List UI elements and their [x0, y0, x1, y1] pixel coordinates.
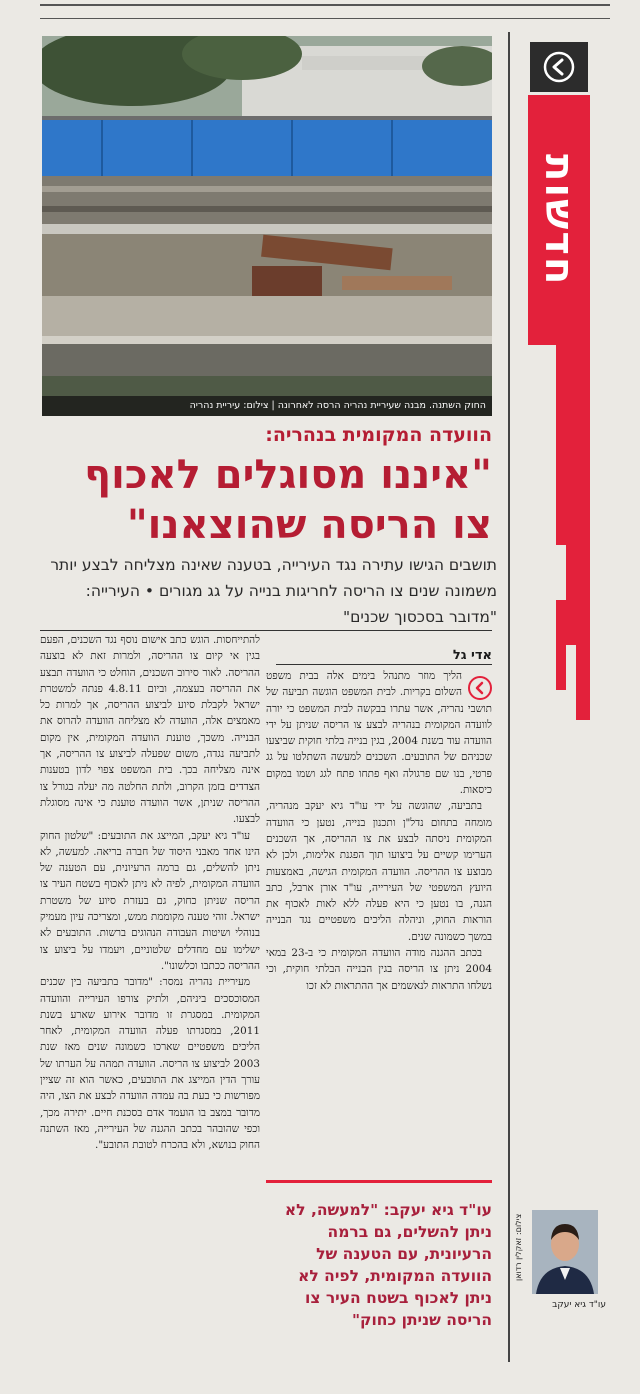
pull-quote-box [266, 1180, 492, 1370]
pull-quote-text: "למעשה, לא ניתן להשלים, גם ברמה הרעיונית, עם הטענה של הוועדה המקומית, לפיה לא ניתן לאכוף בשטח העיר צו הריסה שניתן כחוק" [284, 1201, 492, 1329]
tab-step-4 [576, 645, 590, 720]
arrow-left-circle-icon [542, 50, 576, 84]
paragraph: עו"ד גיא יעקב, המייצג את התובעים: "שלטון החוק הינו אחד מאבני היסוד של חברה בריאה. למעשה, לא ניתן להשלים, גם ברמה הרעיונית, עם הטענה של הוועדה המקומית, לפיה לא ניתן לאכוף בשטח העיר צו הריסה שניתן כחוק, גם בעזרת סיוע של משטרת ישראל. זוהי טענה מקוממת ממש, ומצריכה עיון מעמיק בנוהלי ושיטות העבודה הנהוגים ברשות. התובעים לא ישלימו עם מחדלים שלטוניים, ויעמדו על ביצוע צו ההריסה ככתבו וכלשונו". [40, 829, 260, 972]
tab-step-2 [566, 545, 590, 645]
paragraph: הליך מוזר מתנהל בימים אלה בבית משפט השלום בקריות. לבית המשפט הוגשה תביעה של תושבי נהריה, אשר עתרו בבקשה לבית המשפט כי יורה לוועדה המקומית בנהריה לבצע צו הריסה שניתן על ידי הוועדה עוד בשנת 2004, בגין בנייה בלתי חוקית שביצעו שכניהם של התובעים. השכנים למעשה השתלטו על גג פרטי, בנו שם פרגולה ואף פתחו פתח לגג ושמו במקום כיסאות. [266, 670, 492, 797]
top-rule-thin [40, 18, 610, 19]
tab-step-1 [556, 345, 590, 545]
tab-step-3 [556, 600, 566, 690]
portrait-caption: עו"ד גיא יעקב [552, 1300, 606, 1310]
article-column-right [266, 668, 492, 994]
author-portrait [532, 1210, 598, 1294]
demolished-structure-image [42, 36, 492, 416]
paragraph: להתייחסות. הוגש כתב אישום נוסף נגד השכנים, הפעם בגין אי קיום צו ההריסה, ולמרות זאת לא בוצעה ההריסה. לאור סירוב השכנים, הוחלט כי הוועדה תבצע את ההריסה בעצמה, וביום 4.8.11 פנתה למשטרת ישראל לקבלת סיוע לביצוע ההריסה, אך למרות כל מאמצים אלה, הוועדה לא מצליחה הוועדה להרוס את הבנייה. משכך, טוענת הוועדה המקומית, אין מקום לתביעה נגדה, משום שפעלה לביצוע צו ההריסה, אך אינה מצליחה בכך. בית המשפט צפוי לדון בטענות הצדדים בזמן הקרוב, ולתת החלטה מה יעלה בגורל צו ההריסה שניתן, אשר הוועדה טוענת כי אינה מסוגלת לבצעו. [40, 634, 260, 826]
article-column-left [40, 632, 260, 1154]
article-photo [42, 36, 492, 416]
paragraph: בכתב ההגנה מודה הוועדה המקומית כי ב-23 במאי 2004 ניתן צו הריסה בגין הבנייה הבלתי חוקית, וכי נשלחו התראות לנאשמים אך ההתראות לא זכו [266, 947, 492, 992]
headline [42, 450, 492, 550]
kicker: הוועדה המקומית בנהריה: [265, 424, 492, 446]
byline-rule [276, 664, 492, 665]
pull-quote [266, 1199, 492, 1331]
photo-caption: החוק השתנה. מבנה שעיריית נהריה הרסה לאחרונה | צילום: עיריית נהריה [42, 396, 492, 416]
paragraph: בתביעה, שהוגשה על ידי עו"ד גיא יעקב מנהריה, מומחה בתחום נדל"ן ותכנון בנייה, נטען כי הוועדה המקומית ניסתה לבצע את צו ההריסה, אך השכנים הערימו קשיים על ביצועו תוך הפגנת אלימות, ולכן לא מבוצע צו ההריסה. הוועדה המקומית הגישה, באמצעות היועץ המשפטי של העירייה, עו"ד אורן ארבל, כתב הגנה, בו נטען כי היא פעלה ללא לאות לאכוף את הוראות החוק, וניהלה הליכים משפטיים נגד הבנייה במשך כשמונה שנים. [266, 800, 492, 943]
paragraph: מעיריית נהריה נמסר: "מדובר בתביעה בין שכנים המסוכסכים ביניהם, ולתיק צורפו העירייה והוועדה המקומית. במסגרת זו מדובר אירוע שארע בשנת 2011, במסגרתו פעלה הוועדה המקומית, לאחר הליכים משפטיים שארכו כשמונה שנים מאז שנת 2003 לביצוע צו הריסה. הוועדה תמהה על הערתו של עורך הדין המייצג את התובעים, כאשר הוא זה שציין מפורשות כי בעת בה עמדה הוועדה לבצע את הצו, היה מדובר במצב בו הועמד אדם בסכנת חיים. יתירה מכך, וכפי שהובהר בכתב ההגנה של העירייה, מאז השתנה החוק בנושא, ולא בהכרח לטובת התובע". [40, 976, 260, 1152]
section-divider [508, 32, 510, 1362]
top-rule [40, 4, 610, 6]
back-button[interactable] [530, 42, 588, 92]
lead-paragraph: תושבים הגישו עתירה נגד העירייה, בטענה שאינה מצליחה לבצע יותר משמונה שנים צו הריסה לחריגות בנייה על גג מגורים • העירייה: "מדובר בסכסוך שכנים" [50, 556, 497, 626]
lead-rule [40, 630, 492, 631]
pull-quote-name: עו"ד גיא יעקב: [383, 1201, 492, 1219]
article-start-arrow-icon [468, 676, 492, 700]
portrait-credit: צילום: זאקלין רדואן [514, 1214, 523, 1282]
headline-line-2: צו הריסה שהוצאנו" [126, 502, 492, 548]
author-byline: אדי גל [452, 648, 492, 663]
section-title: חדשות [536, 153, 582, 287]
portrait-image [532, 1210, 598, 1294]
headline-line-1: "איננו מסוגלים לאכוף [84, 452, 492, 498]
